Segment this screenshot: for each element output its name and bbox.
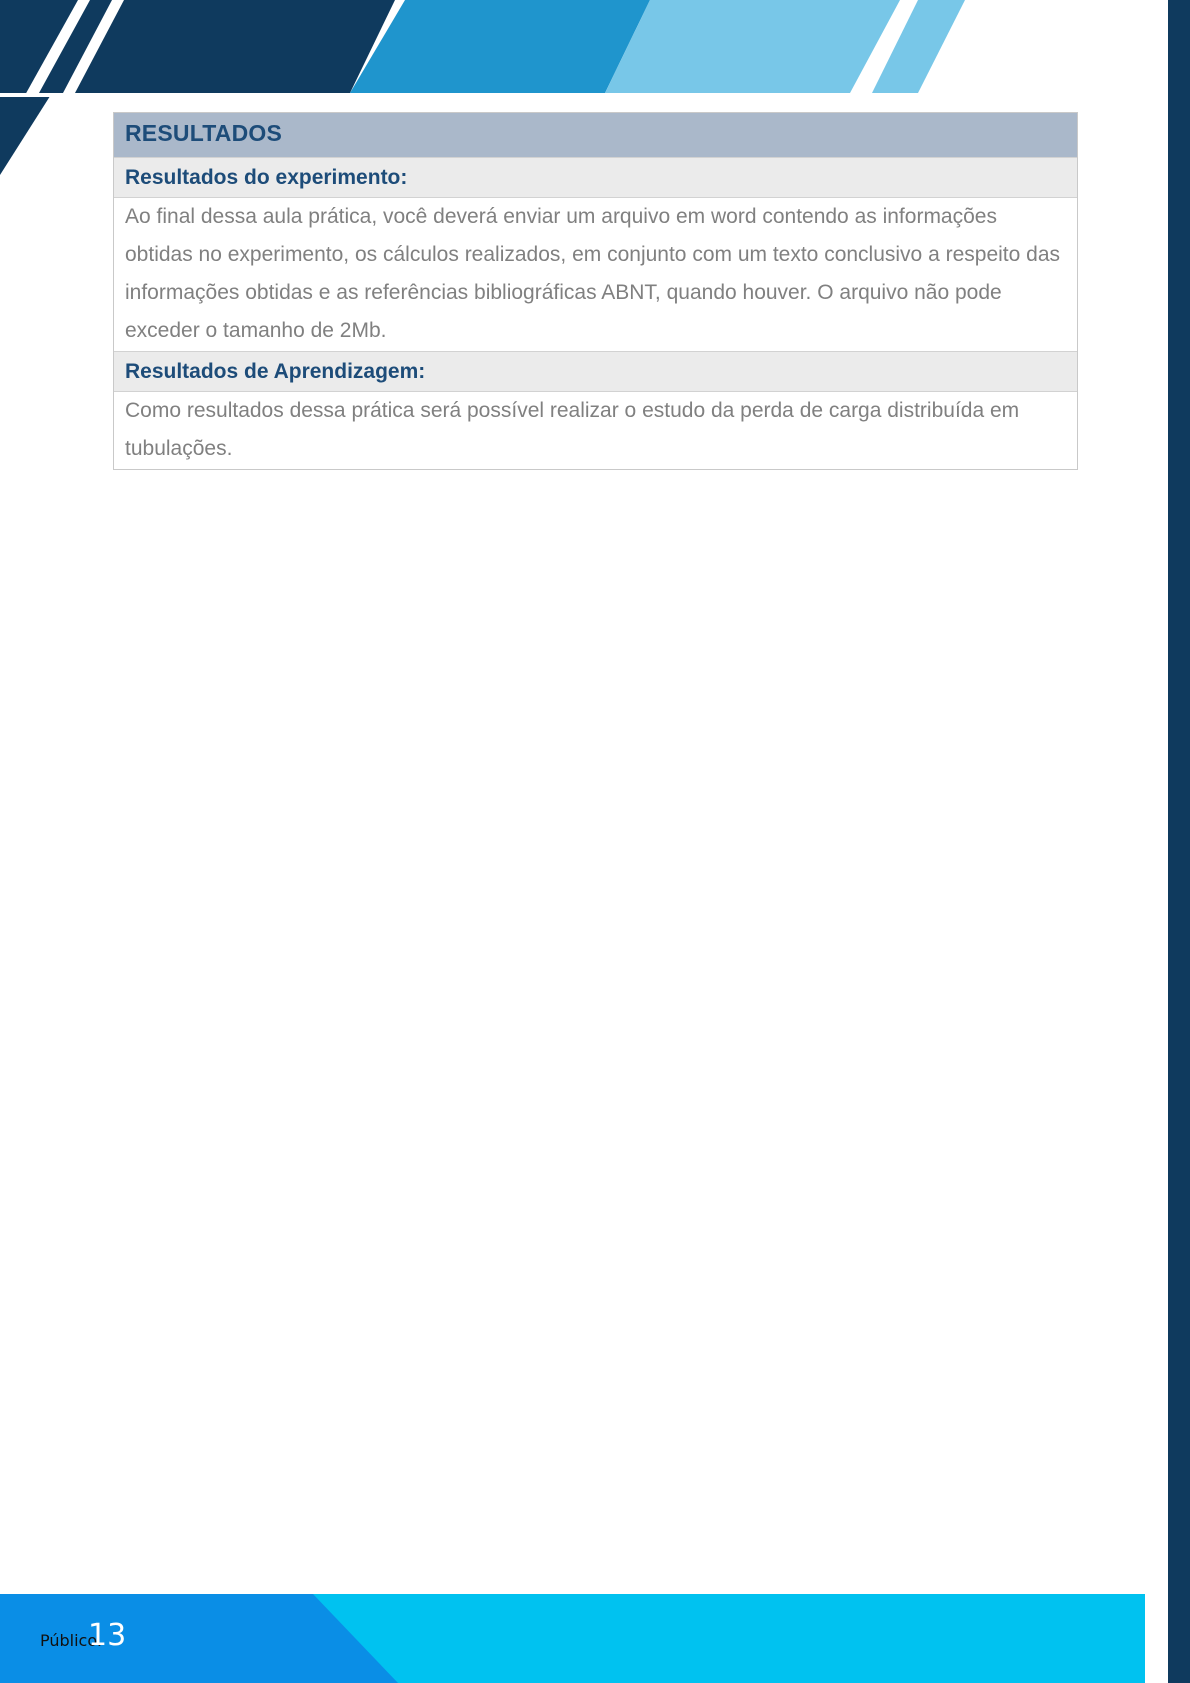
results-heading: RESULTADOS (125, 119, 283, 146)
footer-classification: Público. (40, 1631, 102, 1650)
section-body-learning: Como resultados dessa prática será possível realizar o estudo da perda de carga distribuída em tubulações. (114, 392, 1077, 469)
section-title-row (114, 352, 1077, 392)
section-body-experiment: Ao final dessa aula prática, você deverá enviar um arquivo em word contendo as informações obtidas no experimento, os cálculos realizados, em conjunto com um texto conclusivo a respeito das informações obtidas e as referências bibliográficas ABNT, quando houver. O arquivo não pode exceder o tamanho de 2Mb. (114, 198, 1077, 352)
header-blue-band (350, 0, 650, 93)
section-title-experiment: Resultados do experimento: (125, 165, 408, 189)
section-title-learning: Resultados de Aprendizagem: (125, 359, 426, 383)
results-heading-row (114, 113, 1077, 158)
header-navy-tail (0, 93, 52, 175)
results-table (113, 112, 1078, 470)
footer-decoration (0, 1594, 1145, 1683)
header-white-gap (0, 93, 1170, 97)
page-number: 13 (88, 1618, 127, 1653)
page-right-edge-bar (1168, 0, 1190, 1683)
section-title-row (114, 158, 1077, 198)
header-light-blue-band (605, 0, 900, 93)
